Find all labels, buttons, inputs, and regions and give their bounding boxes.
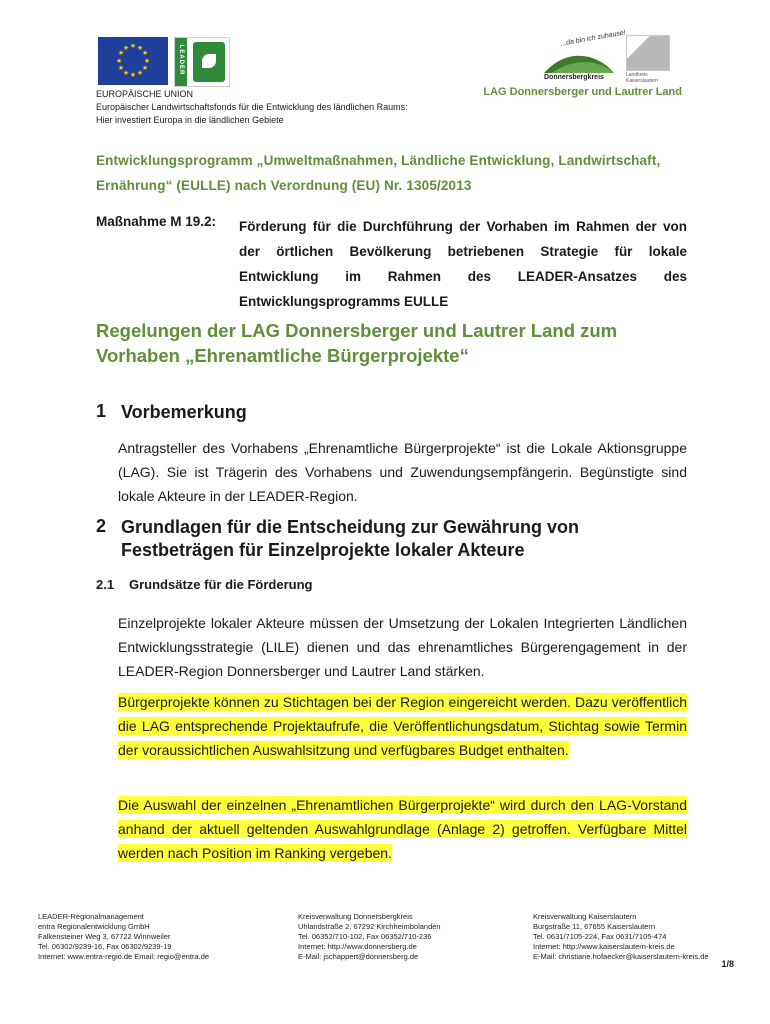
- footer-line: Kreisverwaltung Donnersbergkreis: [298, 912, 413, 921]
- footer-line: Tel. 0631/7105-224, Fax 0631/7105-474: [533, 932, 667, 941]
- footer-line: Internet: www.entra-regio.de Email: regio@entra.de: [38, 952, 210, 961]
- highlighted-text: Bürgerprojekte können zu Stichtagen bei der Region eingereicht werden. Dazu veröffentlich die LAG entsprechende Projektaufrufe, die Veröffentlichungsdatum, Stichtag sowie Termin der voraussichtlichen Auswahlsitzung und verfügbares Budget enthalten.: [118, 694, 687, 758]
- footer-line: Internet: http://www.donnersberg.de: [298, 942, 417, 951]
- measure-label: Maßnahme M 19.2:: [96, 214, 217, 229]
- leader-logo-text: LEADER: [178, 44, 184, 76]
- eu-fund: Europäischer Landwirtschaftsfonds für die Entwicklung des ländlichen Raums:: [96, 102, 408, 112]
- donnersbergkreis-logo: [540, 29, 627, 83]
- eu-flag-logo: [98, 37, 168, 85]
- section-2-heading: [96, 516, 686, 566]
- section-2-1-paragraph-1: Einzelprojekte lokaler Akteure müssen der Umsetzung der Lokalen Integrierten Ländlichen Entwicklungsstrategie (LILE) dienen und das ehrenamtliches Bürgerengagement in der LEADER-Region Donnersberger und Lautrer Land stärken.: [118, 615, 687, 679]
- kaiserslautern-logo-mark: [626, 35, 670, 71]
- donnersberg-hill-icon: [544, 51, 614, 73]
- section-1-heading: [96, 401, 696, 427]
- measure-text: Förderung für die Durchführung der Vorhaben im Rahmen der von der örtlichen Bevölkerung betriebenen Strategie für lokale Entwicklung im Rahmen des LEADER-Ansatzes des Entwicklungsprogramms EULLE: [239, 219, 687, 309]
- kaiserslautern-logo-text: Landkreis Kaiserslautern: [626, 72, 658, 84]
- footer-column-2: [298, 912, 518, 962]
- footer-line: entra Regionalentwicklung GmbH: [38, 922, 150, 931]
- section-2-1-heading: [96, 577, 696, 597]
- leader-leaf-icon: [193, 42, 225, 82]
- svg-text:★: ★: [136, 44, 144, 52]
- svg-text:★: ★: [117, 49, 125, 57]
- svg-text:★: ★: [136, 69, 144, 77]
- kaiserslautern-logo: [626, 35, 670, 83]
- leader-logo: [174, 37, 230, 87]
- svg-text:★: ★: [115, 57, 123, 65]
- footer-line: Internet: http://www.kaiserslautern-kreis.de: [533, 942, 675, 951]
- footer-line: Tel. 06302/9239-16, Fax 06302/9239-19: [38, 942, 172, 951]
- lag-name: LAG Donnersberger und Lautrer Land: [483, 86, 682, 98]
- footer-column-1: [38, 912, 268, 962]
- svg-text:★: ★: [129, 71, 137, 79]
- svg-text:★: ★: [129, 42, 137, 50]
- footer-line: Falkensteiner Weg 3, 67722 Winnweiler: [38, 932, 171, 941]
- svg-text:★: ★: [143, 57, 151, 65]
- eu-label: EUROPÄISCHE UNION: [96, 89, 194, 99]
- svg-text:★: ★: [117, 64, 125, 72]
- footer-line: E-Mail: christiane.hofaecker@kaiserslautern-kreis.de: [533, 952, 709, 961]
- eu-header-text: [96, 88, 456, 127]
- footer-line: LEADER-Regionalmanagement: [38, 912, 144, 921]
- section-2-1-paragraph-3: [118, 793, 687, 865]
- section-1-number: 1: [96, 401, 107, 421]
- footer-line: E-Mail: jschappert@donnersberg.de: [298, 952, 419, 961]
- highlighted-text: Die Auswahl der einzelnen „Ehrenamtlichen Bürgerprojekte“ wird durch den LAG-Vorstand anhand der aktuell geltenden Auswahlgrundlage (Anlage 2) getroffen. Verfügbare Mittel werden nach Position im Ranking vergeben.: [118, 797, 687, 861]
- svg-text:★: ★: [122, 69, 130, 77]
- svg-text:★: ★: [122, 44, 130, 52]
- svg-text:★: ★: [141, 64, 149, 72]
- section-2-title: Grundlagen für die Entscheidung zur Gewährung von Festbeträgen für Einzelprojekte lokaler Akteure: [121, 517, 580, 560]
- program-title: Entwicklungsprogramm „Umweltmaßnahmen, Ländliche Entwicklung, Landwirtschaft, Ernährung“ (EULLE) nach Verordnung (EU) Nr. 1305/2013: [96, 153, 661, 193]
- donnersberg-logo-text: Donnersbergkreis: [544, 74, 604, 81]
- section-2-1-paragraph-2: [118, 690, 687, 762]
- svg-text:★: ★: [141, 49, 149, 57]
- footer-line: Burgstraße 11, 67655 Kaiserslautern: [533, 922, 656, 931]
- donnersberg-slogan: ...da bin ich zuhause!: [559, 29, 627, 48]
- section-1-title: Vorbemerkung: [121, 402, 247, 422]
- section-2-1-number: 2.1: [96, 577, 115, 592]
- document-title: Regelungen der LAG Donnersberger und Lautrer Land zum Vorhaben „Ehrenamtliche Bürgerprojekte“: [96, 320, 618, 366]
- footer-line: Uhlandstraße 2, 67292 Kirchheimbolanden: [298, 922, 441, 931]
- footer-line: Tel. 06352/710-102, Fax 06352/710-236: [298, 932, 432, 941]
- section-2-number: 2: [96, 516, 107, 536]
- section-1-text: Antragsteller des Vorhabens „Ehrenamtliche Bürgerprojekte“ ist die Lokale Aktionsgruppe (LAG). Sie ist Trägerin des Vorhabens und Zuwendungsempfängerin. Begünstigte sind lokale Akteure in der LEADER-Region.: [118, 440, 687, 504]
- page-number: 1/8: [721, 959, 734, 969]
- section-2-1-title: Grundsätze für die Förderung: [129, 577, 313, 592]
- eu-slogan: Hier investiert Europa in die ländlichen Gebiete: [96, 115, 284, 125]
- footer-line: Kreisverwaltung Kaiserslautern: [533, 912, 637, 921]
- footer-column-3: [533, 912, 753, 962]
